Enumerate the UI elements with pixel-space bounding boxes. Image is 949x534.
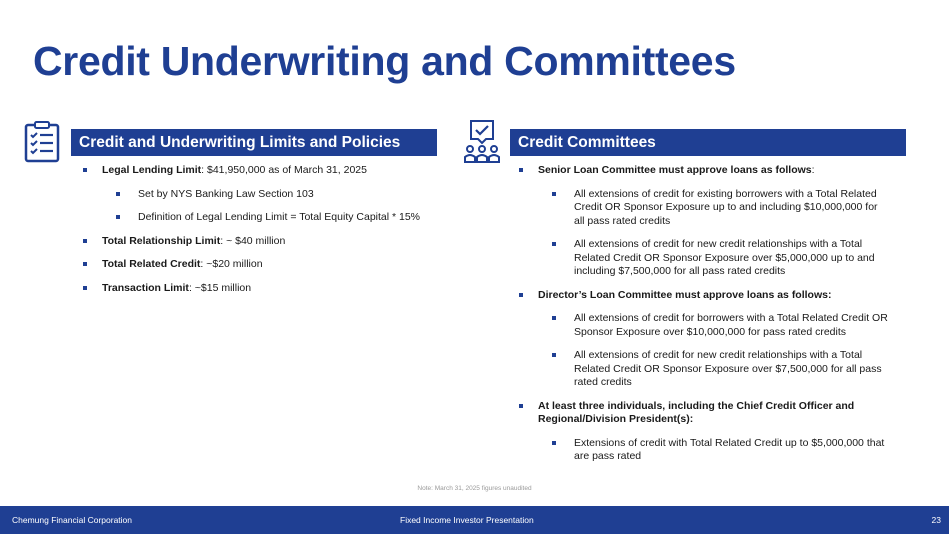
page-title: Credit Underwriting and Committees	[33, 38, 736, 84]
list-item: All extensions of credit for new credit relationships with a Total Related Credit OR Sponsor Exposure over $7,500,000 for all pass rated credits	[516, 349, 888, 390]
list-item: Total Related Credit: ~$20 million	[80, 258, 440, 272]
footer-presentation-title: Fixed Income Investor Presentation	[400, 515, 534, 525]
list-item: All extensions of credit for existing borrowers with a Total Related Credit OR Sponsor Exposure up to and including $10,000,000 for all pass rated credits	[516, 188, 888, 229]
list-item: At least three individuals, including the Chief Credit Officer and Regional/Division President(s):	[516, 400, 888, 427]
checklist-icon	[24, 121, 62, 163]
list-item: Extensions of credit with Total Related Credit up to $5,000,000 that are pass rated	[516, 437, 888, 464]
footer-bar	[0, 506, 949, 534]
footnote: Note: March 31, 2025 figures unaudited	[417, 485, 532, 492]
limits-bullet-list	[80, 164, 440, 305]
limits-section-header: Credit and Underwriting Limits and Policies	[71, 129, 437, 156]
committees-section-header: Credit Committees	[510, 129, 906, 156]
page-number: 23	[931, 515, 941, 525]
list-item: Set by NYS Banking Law Section 103	[80, 188, 440, 202]
list-item: All extensions of credit for new credit relationships with a Total Related Credit OR Sponsor Exposure over $5,000,000 up to and including $7,500,000 for all pass rated credits	[516, 238, 888, 279]
list-item: Total Relationship Limit: ~ $40 million	[80, 235, 440, 249]
list-item: Director’s Loan Committee must approve loans as follows:	[516, 289, 888, 303]
committee-approval-icon	[462, 119, 502, 165]
list-item: Senior Loan Committee must approve loans as follows:	[516, 164, 888, 178]
footer-company: Chemung Financial Corporation	[12, 515, 133, 525]
list-item: All extensions of credit for borrowers with a Total Related Credit OR Sponsor Exposure over $10,000,000 for pass rated credits	[516, 312, 888, 339]
committees-bullet-list	[516, 164, 888, 474]
list-item: Transaction Limit: ~$15 million	[80, 282, 440, 296]
list-item: Legal Lending Limit: $41,950,000 as of March 31, 2025	[80, 164, 440, 178]
list-item: Definition of Legal Lending Limit = Total Equity Capital * 15%	[80, 211, 440, 225]
